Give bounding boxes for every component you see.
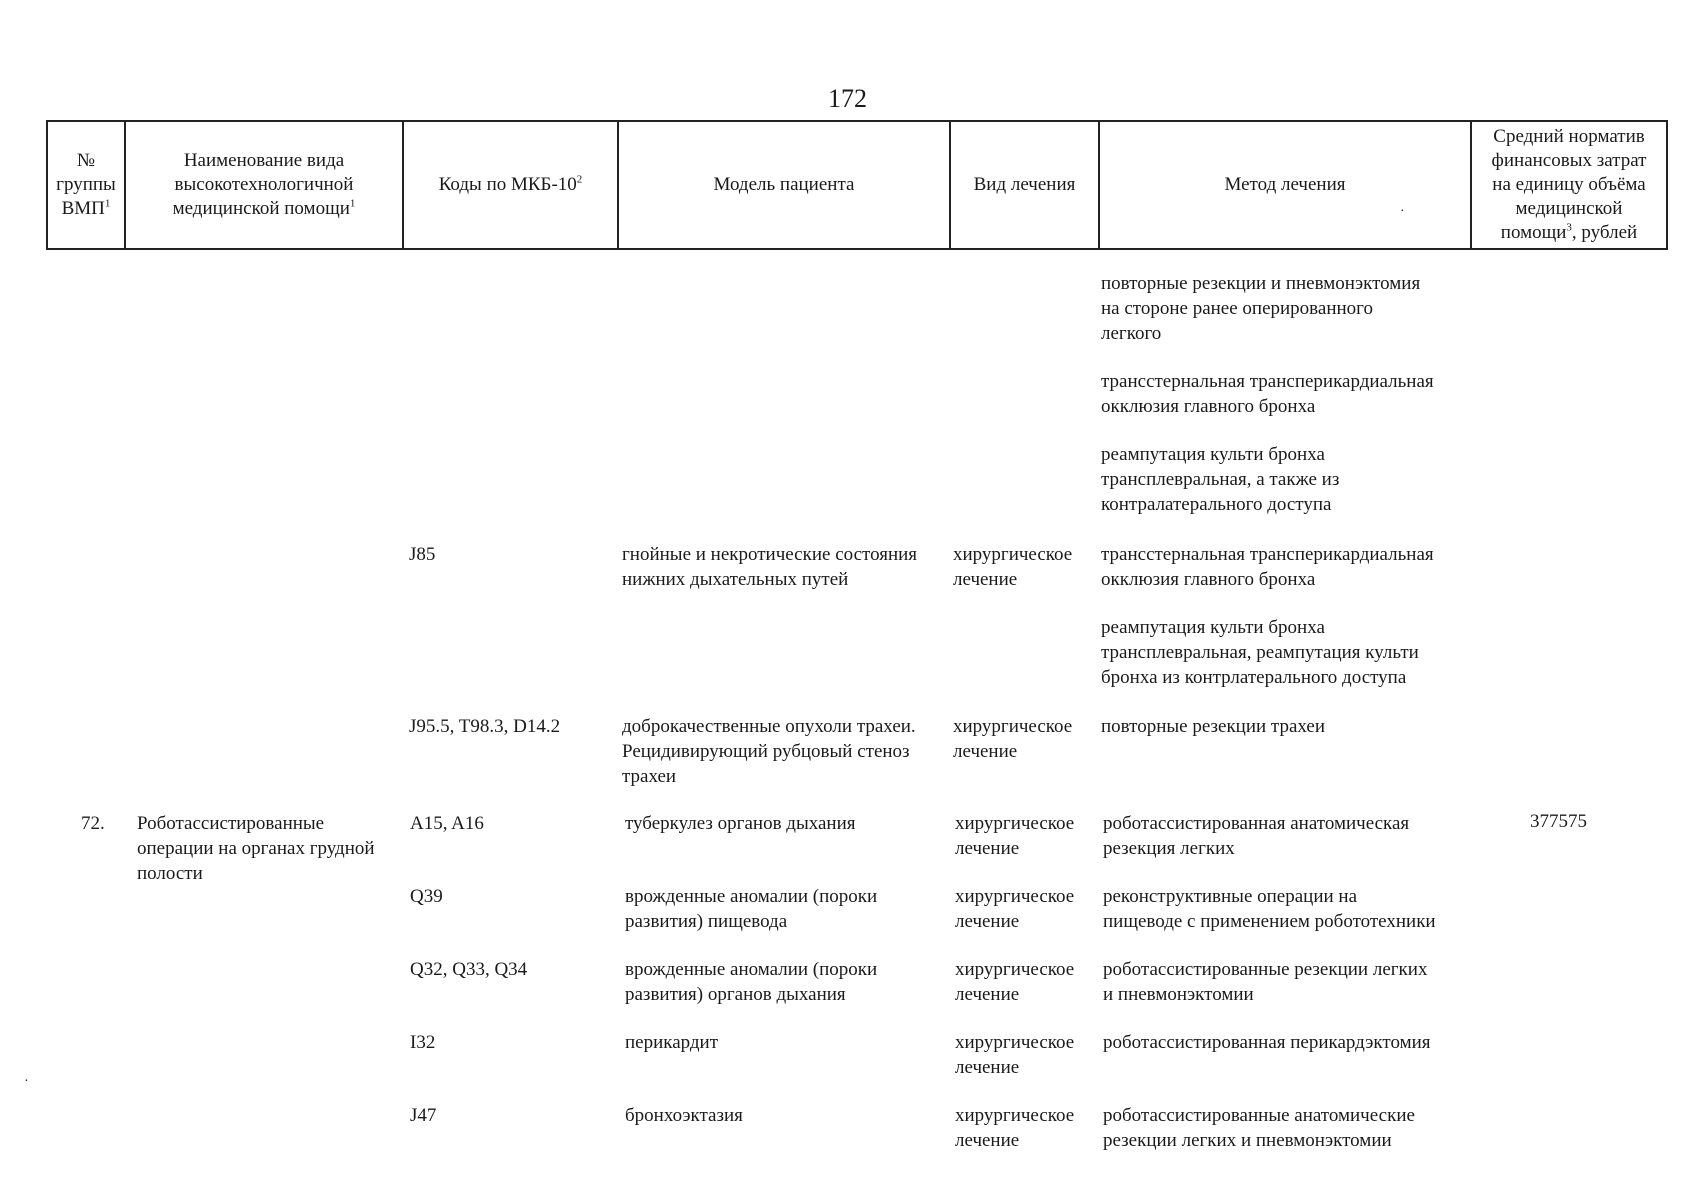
header-cost-norm: Средний норматив финансовых затрат на единицу объёма медицинской помощи$^3$, рублей — [1471, 121, 1667, 249]
method-text: роботассистированные резекции легких и пневмонэктомии — [1103, 959, 1428, 1005]
page-number: 172 — [828, 84, 867, 113]
method-text: роботассистированная перикардэктомия — [1103, 1032, 1431, 1053]
method-text: роботассистированная анатомическая резекция легких — [1103, 813, 1410, 859]
patient-model: доброкачественные опухоли трахеи. Рецидивирующий рубцовый стеноз трахеи — [622, 716, 916, 787]
icd-code: J85 — [409, 544, 436, 565]
treatment-type: хирургическое лечение — [955, 813, 1075, 859]
patient-model: бронхоэктазия — [625, 1105, 743, 1126]
method-text: трансстернальная трансперикардиальная окклюзия главного бронха — [1101, 371, 1434, 417]
header-icd-codes: Коды по МКБ-$10^2$ — [403, 121, 618, 249]
method-text: роботассистированные анатомические резекции легких и пневмонэктомии — [1103, 1105, 1415, 1151]
method-text: трансстернальная трансперикардиальная окклюзия главного бронха — [1101, 544, 1434, 590]
patient-model: врожденные аномалии (пороки развития) пищевода — [625, 886, 878, 932]
method-text: реампутация культи бронха трансплевральная, а также из контралатерального доступа — [1101, 444, 1340, 515]
treatment-type: хирургическое лечение — [955, 959, 1075, 1005]
treatment-type: хирургическое лечение — [955, 1105, 1075, 1151]
patient-model: врожденные аномалии (пороки развития) органов дыхания — [625, 959, 878, 1005]
method-text: повторные резекции трахеи — [1101, 716, 1326, 737]
treatment-type: хирургическое лечение — [955, 886, 1075, 932]
icd-code: I32 — [410, 1032, 436, 1053]
patient-model: перикардит — [625, 1032, 719, 1053]
header-treatment-type: Вид лечения — [950, 121, 1099, 249]
method-text: повторные резекции и пневмонэктомия на стороне ранее оперированного легкого — [1101, 273, 1421, 344]
treatment-type: хирургическое лечение — [955, 1032, 1075, 1078]
treatment-type: хирургическое лечение — [953, 544, 1073, 590]
header-patient-model: Модель пациента — [618, 121, 950, 249]
method-text: реампутация культи бронха трансплевральная, реампутация культи бронха из контрлатерального доступа — [1101, 617, 1419, 688]
icd-code: Q39 — [410, 886, 443, 907]
table-header — [46, 120, 1668, 250]
icd-code: A15, A16 — [410, 813, 484, 834]
header-care-name: Наименование вида высокотехнологичной медицинской помощи$^1$ — [125, 121, 403, 249]
header-treatment-method: Метод лечения — [1099, 121, 1471, 249]
care-name: Роботассистированные операции на органах грудной полости — [137, 813, 375, 884]
scan-mark: · — [1400, 204, 1405, 219]
patient-model: туберкулез органов дыхания — [625, 813, 856, 834]
treatment-type: хирургическое лечение — [953, 716, 1073, 762]
header-group-number: № группы ВМП$^1$ — [47, 121, 125, 249]
icd-code: J95.5, T98.3, D14.2 — [409, 716, 561, 737]
icd-code: J47 — [410, 1105, 437, 1126]
cost-value: 377575 — [1530, 811, 1587, 832]
patient-model: гнойные и некротические состояния нижних дыхательных путей — [622, 544, 918, 590]
icd-code: Q32, Q33, Q34 — [410, 959, 528, 980]
method-text: реконструктивные операции на пищеводе с применением робототехники — [1103, 886, 1436, 932]
group-number: 72. — [81, 813, 105, 834]
scan-mark: · — [24, 1074, 29, 1089]
